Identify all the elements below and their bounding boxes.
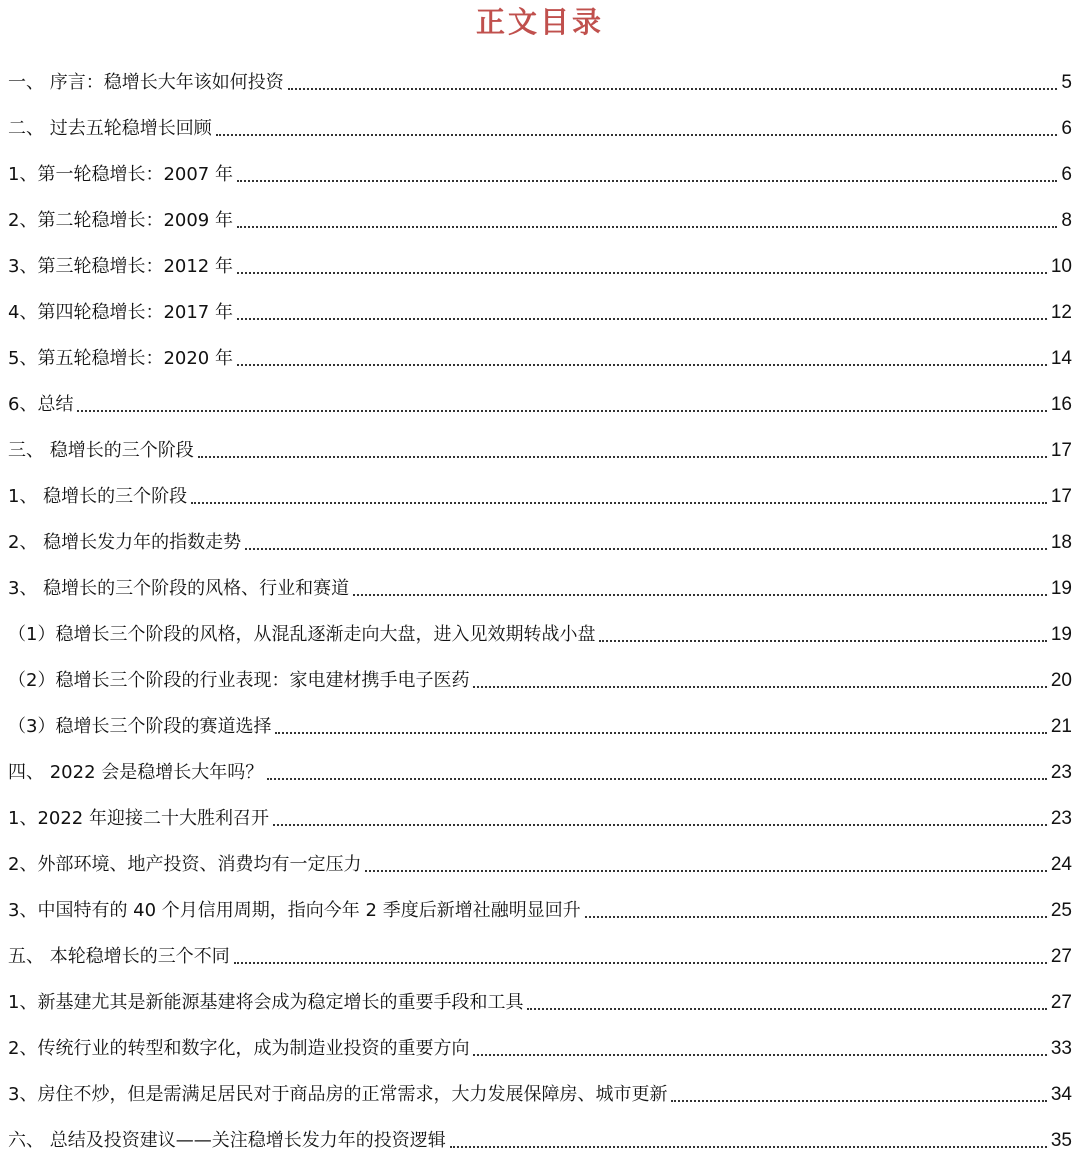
toc-entry[interactable] <box>8 710 1072 740</box>
dot-leader <box>473 1054 1046 1056</box>
toc-entry-label: 六、 总结及投资建议——关注稳增长发力年的投资逻辑 <box>8 1130 446 1151</box>
dot-leader <box>473 686 1046 688</box>
dot-leader <box>288 88 1058 90</box>
toc-entry-page-number: 10 <box>1050 256 1072 277</box>
toc-entry[interactable] <box>8 250 1072 280</box>
toc-entry-page-number: 8 <box>1061 210 1072 231</box>
toc-entry-label: 3、房住不炒，但是需满足居民对于商品房的正常需求，大力发展保障房、城市更新 <box>8 1084 668 1105</box>
toc-entry-label: 四、 2022 会是稳增长大年吗？ <box>8 762 264 783</box>
toc-entry[interactable] <box>8 940 1072 970</box>
toc-entry[interactable] <box>8 112 1072 142</box>
dot-leader <box>191 502 1047 504</box>
dot-leader <box>275 732 1046 734</box>
dot-leader <box>237 272 1047 274</box>
toc-entry-label: 2、外部环境、地产投资、消费均有一定压力 <box>8 854 362 875</box>
toc-entry[interactable] <box>8 664 1072 694</box>
toc-entry-page-number: 35 <box>1050 1130 1072 1151</box>
toc-entry-page-number: 5 <box>1061 72 1072 93</box>
page-title: 正文目录 <box>475 5 604 39</box>
toc-entry-label: 2、第二轮稳增长：2009 年 <box>8 210 233 231</box>
toc-entry-page-number: 6 <box>1061 118 1072 139</box>
toc-entry-label: （1）稳增长三个阶段的风格，从混乱逐渐走向大盘，进入见效期转战小盘 <box>8 624 596 645</box>
toc-entry[interactable] <box>8 204 1072 234</box>
toc-entry[interactable] <box>8 756 1072 786</box>
dot-leader <box>237 180 1057 182</box>
toc-entry-label: 1、 稳增长的三个阶段 <box>8 486 188 507</box>
dot-leader <box>585 916 1047 918</box>
toc-entry-label: 4、第四轮稳增长：2017 年 <box>8 302 233 323</box>
toc-entry-page-number: 23 <box>1050 808 1072 829</box>
toc-entry[interactable] <box>8 342 1072 372</box>
toc-entry-page-number: 18 <box>1050 532 1072 553</box>
toc-entry[interactable] <box>8 986 1072 1016</box>
dot-leader <box>237 318 1047 320</box>
toc-entry-label: 三、 稳增长的三个阶段 <box>8 440 194 461</box>
dot-leader <box>267 778 1047 780</box>
toc-entry-page-number: 16 <box>1050 394 1072 415</box>
toc-entry-page-number: 14 <box>1050 348 1072 369</box>
dot-leader <box>237 226 1057 228</box>
toc-entry[interactable] <box>8 848 1072 878</box>
toc-entry-page-number: 27 <box>1050 992 1072 1013</box>
toc-entry[interactable] <box>8 894 1072 924</box>
toc-entry-label: 5、第五轮稳增长：2020 年 <box>8 348 233 369</box>
toc-entry-label: 五、 本轮稳增长的三个不同 <box>8 946 230 967</box>
toc-entry[interactable] <box>8 572 1072 602</box>
dot-leader <box>450 1146 1047 1148</box>
toc-entry[interactable] <box>8 1124 1072 1154</box>
toc-entry-page-number: 23 <box>1050 762 1072 783</box>
dot-leader <box>527 1008 1046 1010</box>
toc-entry-page-number: 17 <box>1050 486 1072 507</box>
dot-leader <box>216 134 1058 136</box>
toc-entry-label: 1、2022 年迎接二十大胜利召开 <box>8 808 269 829</box>
toc-entry[interactable] <box>8 802 1072 832</box>
toc-entry-label: （2）稳增长三个阶段的行业表现：家电建材携手电子医药 <box>8 670 470 691</box>
dot-leader <box>234 962 1047 964</box>
dot-leader <box>599 640 1046 642</box>
toc-entry[interactable] <box>8 526 1072 556</box>
toc-entry-label: 1、新基建尤其是新能源基建将会成为稳定增长的重要手段和工具 <box>8 992 524 1013</box>
toc-entry-page-number: 19 <box>1050 578 1072 599</box>
toc-entry[interactable] <box>8 434 1072 464</box>
toc-entry-label: 3、第三轮稳增长：2012 年 <box>8 256 233 277</box>
toc-entry[interactable] <box>8 1078 1072 1108</box>
toc-entry-label: 3、中国特有的 40 个月信用周期，指向今年 2 季度后新增社融明显回升 <box>8 900 581 921</box>
dot-leader <box>671 1100 1046 1102</box>
toc-entry[interactable] <box>8 1032 1072 1062</box>
toc-entry-label: 一、 序言：稳增长大年该如何投资 <box>8 72 284 93</box>
toc-entry[interactable] <box>8 618 1072 648</box>
toc-entry-label: 2、传统行业的转型和数字化，成为制造业投资的重要方向 <box>8 1038 470 1059</box>
toc-entry-label: 6、总结 <box>8 394 74 415</box>
toc-entry[interactable] <box>8 66 1072 96</box>
toc-entry-page-number: 21 <box>1050 716 1072 737</box>
toc-entry-page-number: 34 <box>1050 1084 1072 1105</box>
toc-entry-page-number: 33 <box>1050 1038 1072 1059</box>
toc-entry-page-number: 6 <box>1061 164 1072 185</box>
toc-entry-label: 3、 稳增长的三个阶段的风格、行业和赛道 <box>8 578 350 599</box>
toc-entry-page-number: 24 <box>1050 854 1072 875</box>
dot-leader <box>237 364 1047 366</box>
toc-entry-label: 2、 稳增长发力年的指数走势 <box>8 532 242 553</box>
toc-entry[interactable] <box>8 158 1072 188</box>
toc-entry-page-number: 17 <box>1050 440 1072 461</box>
toc-entry[interactable] <box>8 480 1072 510</box>
toc-entry-label: （3）稳增长三个阶段的赛道选择 <box>8 716 272 737</box>
dot-leader <box>245 548 1047 550</box>
toc-entry-page-number: 25 <box>1050 900 1072 921</box>
toc-entry[interactable] <box>8 388 1072 418</box>
dot-leader <box>365 870 1046 872</box>
dot-leader <box>273 824 1047 826</box>
toc-entry-label: 1、第一轮稳增长：2007 年 <box>8 164 233 185</box>
toc-entry-page-number: 20 <box>1050 670 1072 691</box>
toc-entry-page-number: 19 <box>1050 624 1072 645</box>
dot-leader <box>353 594 1047 596</box>
toc-entry-page-number: 27 <box>1050 946 1072 967</box>
toc-entry[interactable] <box>8 296 1072 326</box>
dot-leader <box>198 456 1047 458</box>
dot-leader <box>77 410 1046 412</box>
toc-entry-page-number: 12 <box>1050 302 1072 323</box>
toc-entry-label: 二、 过去五轮稳增长回顾 <box>8 118 212 139</box>
